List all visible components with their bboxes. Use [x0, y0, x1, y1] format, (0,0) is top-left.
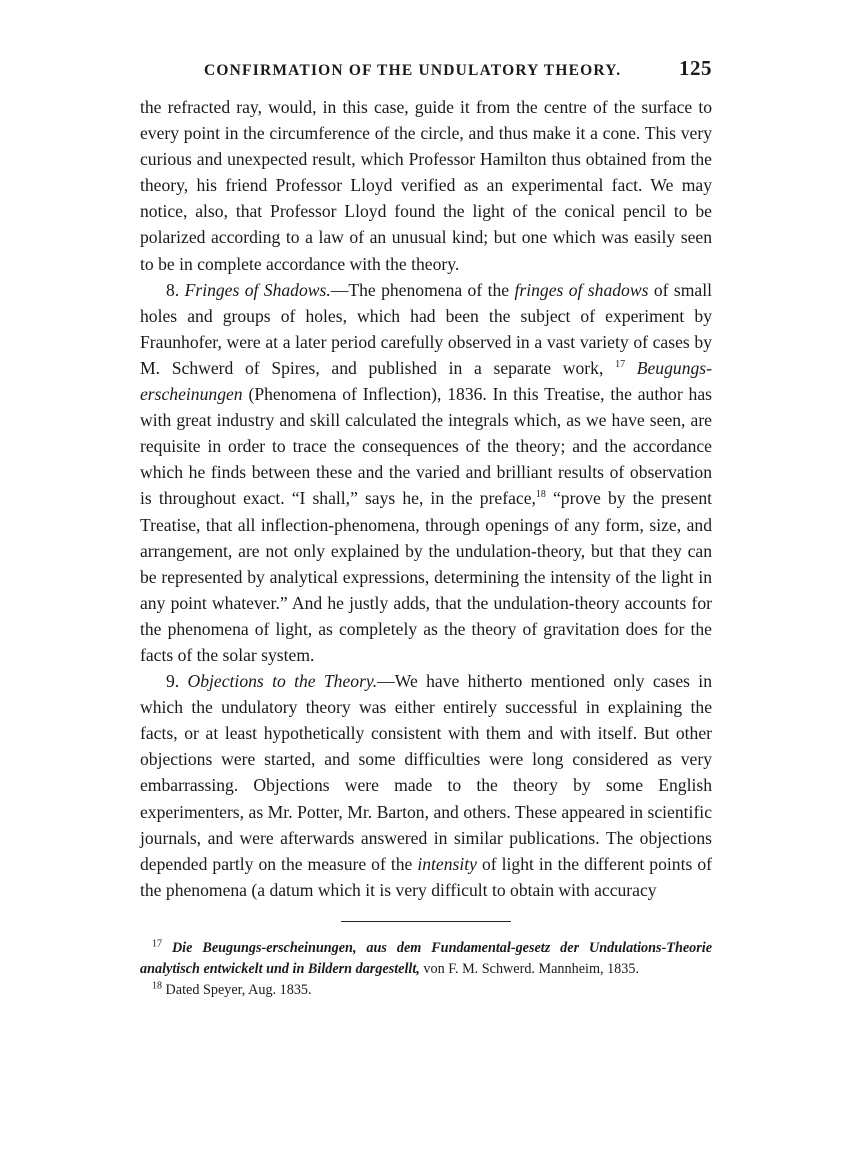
footnote-title: Die Beugungs-erscheinungen, aus dem Fundamental-gesetz der Undulations-Theorie analytisch entwickelt und in Bildern dargestellt,: [140, 940, 712, 978]
paragraph-continuation: the refracted ray, would, in this case, guide it from the centre of the surface to every point in the circumference of the circle, and thus make it a cone. This very curious and unexpected result, which Professor Hamilton thus obtained from the theory, his friend Professor Lloyd verified as an experimental fact. We may notice, also, that Professor Lloyd found the light of the conical pencil to be polarized according to a law of an unusual kind; but one which was easily seen to be in complete accordance with the theory.: [140, 97, 712, 274]
paragraph-text: of light in the different points of the phenomena (a datum which it is very difficult to obtain with accuracy: [140, 853, 712, 900]
footnote-17: [140, 938, 712, 980]
section-heading: Fringes of Shadows.: [184, 279, 331, 300]
book-page: [140, 56, 712, 1001]
section-number: 8.: [166, 279, 180, 300]
running-head-title: CONFIRMATION OF THE UNDULATORY THEORY.: [204, 62, 622, 79]
footnote-text: von F. M. Schwerd. Mannheim, 1835.: [419, 961, 639, 978]
section-heading: Objections to the Theory.: [187, 671, 378, 692]
paragraph-text: of small holes and groups of holes, which had been the subject of experiment by Fraunhofer, were at a later period carefully observed in a vast variety of cases by M. Schwerd of Spires, and published in a separate work,: [140, 279, 712, 378]
footnote-mark: 17: [152, 938, 162, 950]
footnote-18: [140, 980, 712, 1001]
footnote-mark: 18: [152, 980, 162, 992]
paragraph-objections: [140, 668, 712, 903]
footnote-reference[interactable]: 18: [535, 489, 546, 501]
paragraph-text: (Phenomena of Inflection), 1836. In this Treatise, the author has with great industry and skill calculated the integrals which, as we have seen, are requisite in order to trace the consequences of the theory; and the accordance which he finds between these and the varied and brilliant results of observation is throughout exact. “I shall,” says he, in the preface,: [140, 384, 712, 509]
footnote-divider: [341, 921, 511, 923]
paragraph-fringes-of-shadows: [140, 277, 712, 668]
emphasis-text: intensity: [417, 853, 477, 874]
page-number: 125: [679, 56, 712, 80]
body-text: [140, 94, 712, 903]
emphasis-text: Beugungs-erscheinungen: [140, 357, 712, 405]
footnote-text: Dated Speyer, Aug. 1835.: [162, 982, 312, 999]
section-number: 9.: [166, 671, 180, 692]
footnote-reference[interactable]: 17: [615, 359, 626, 371]
paragraph-text: “prove by the present Treatise, that all inflection-phenomena, through openings of any form, size, and arrangement, are not only explained by the undulation-theory, but that they can be represented by analytical expressions, determining the intensity of the light in any point whatever.” And he justly adds, that the undulation-theory accounts for the phenomena of light, as completely as the theory of gravitation does for the facts of the solar system.: [140, 488, 713, 665]
emphasis-text: fringes of shadows: [514, 279, 649, 300]
paragraph-text: —The phenomena of the: [330, 279, 515, 300]
running-head: [140, 56, 712, 90]
footnotes: [140, 938, 712, 1001]
paragraph-text: —We have hitherto mentioned only cases in which the undulatory theory was either entirely successful in explaining the facts, or at least hypothetically consistent with them and with itself. But other objections were started, and some difficulties were long considered as very embarrassing. Objections were made to the theory by some English experimenters, as Mr. Potter, Mr. Barton, and others. These appeared in scientific journals, and were afterwards answered in similar publications. The objections depended partly on the measure of the: [140, 671, 712, 874]
